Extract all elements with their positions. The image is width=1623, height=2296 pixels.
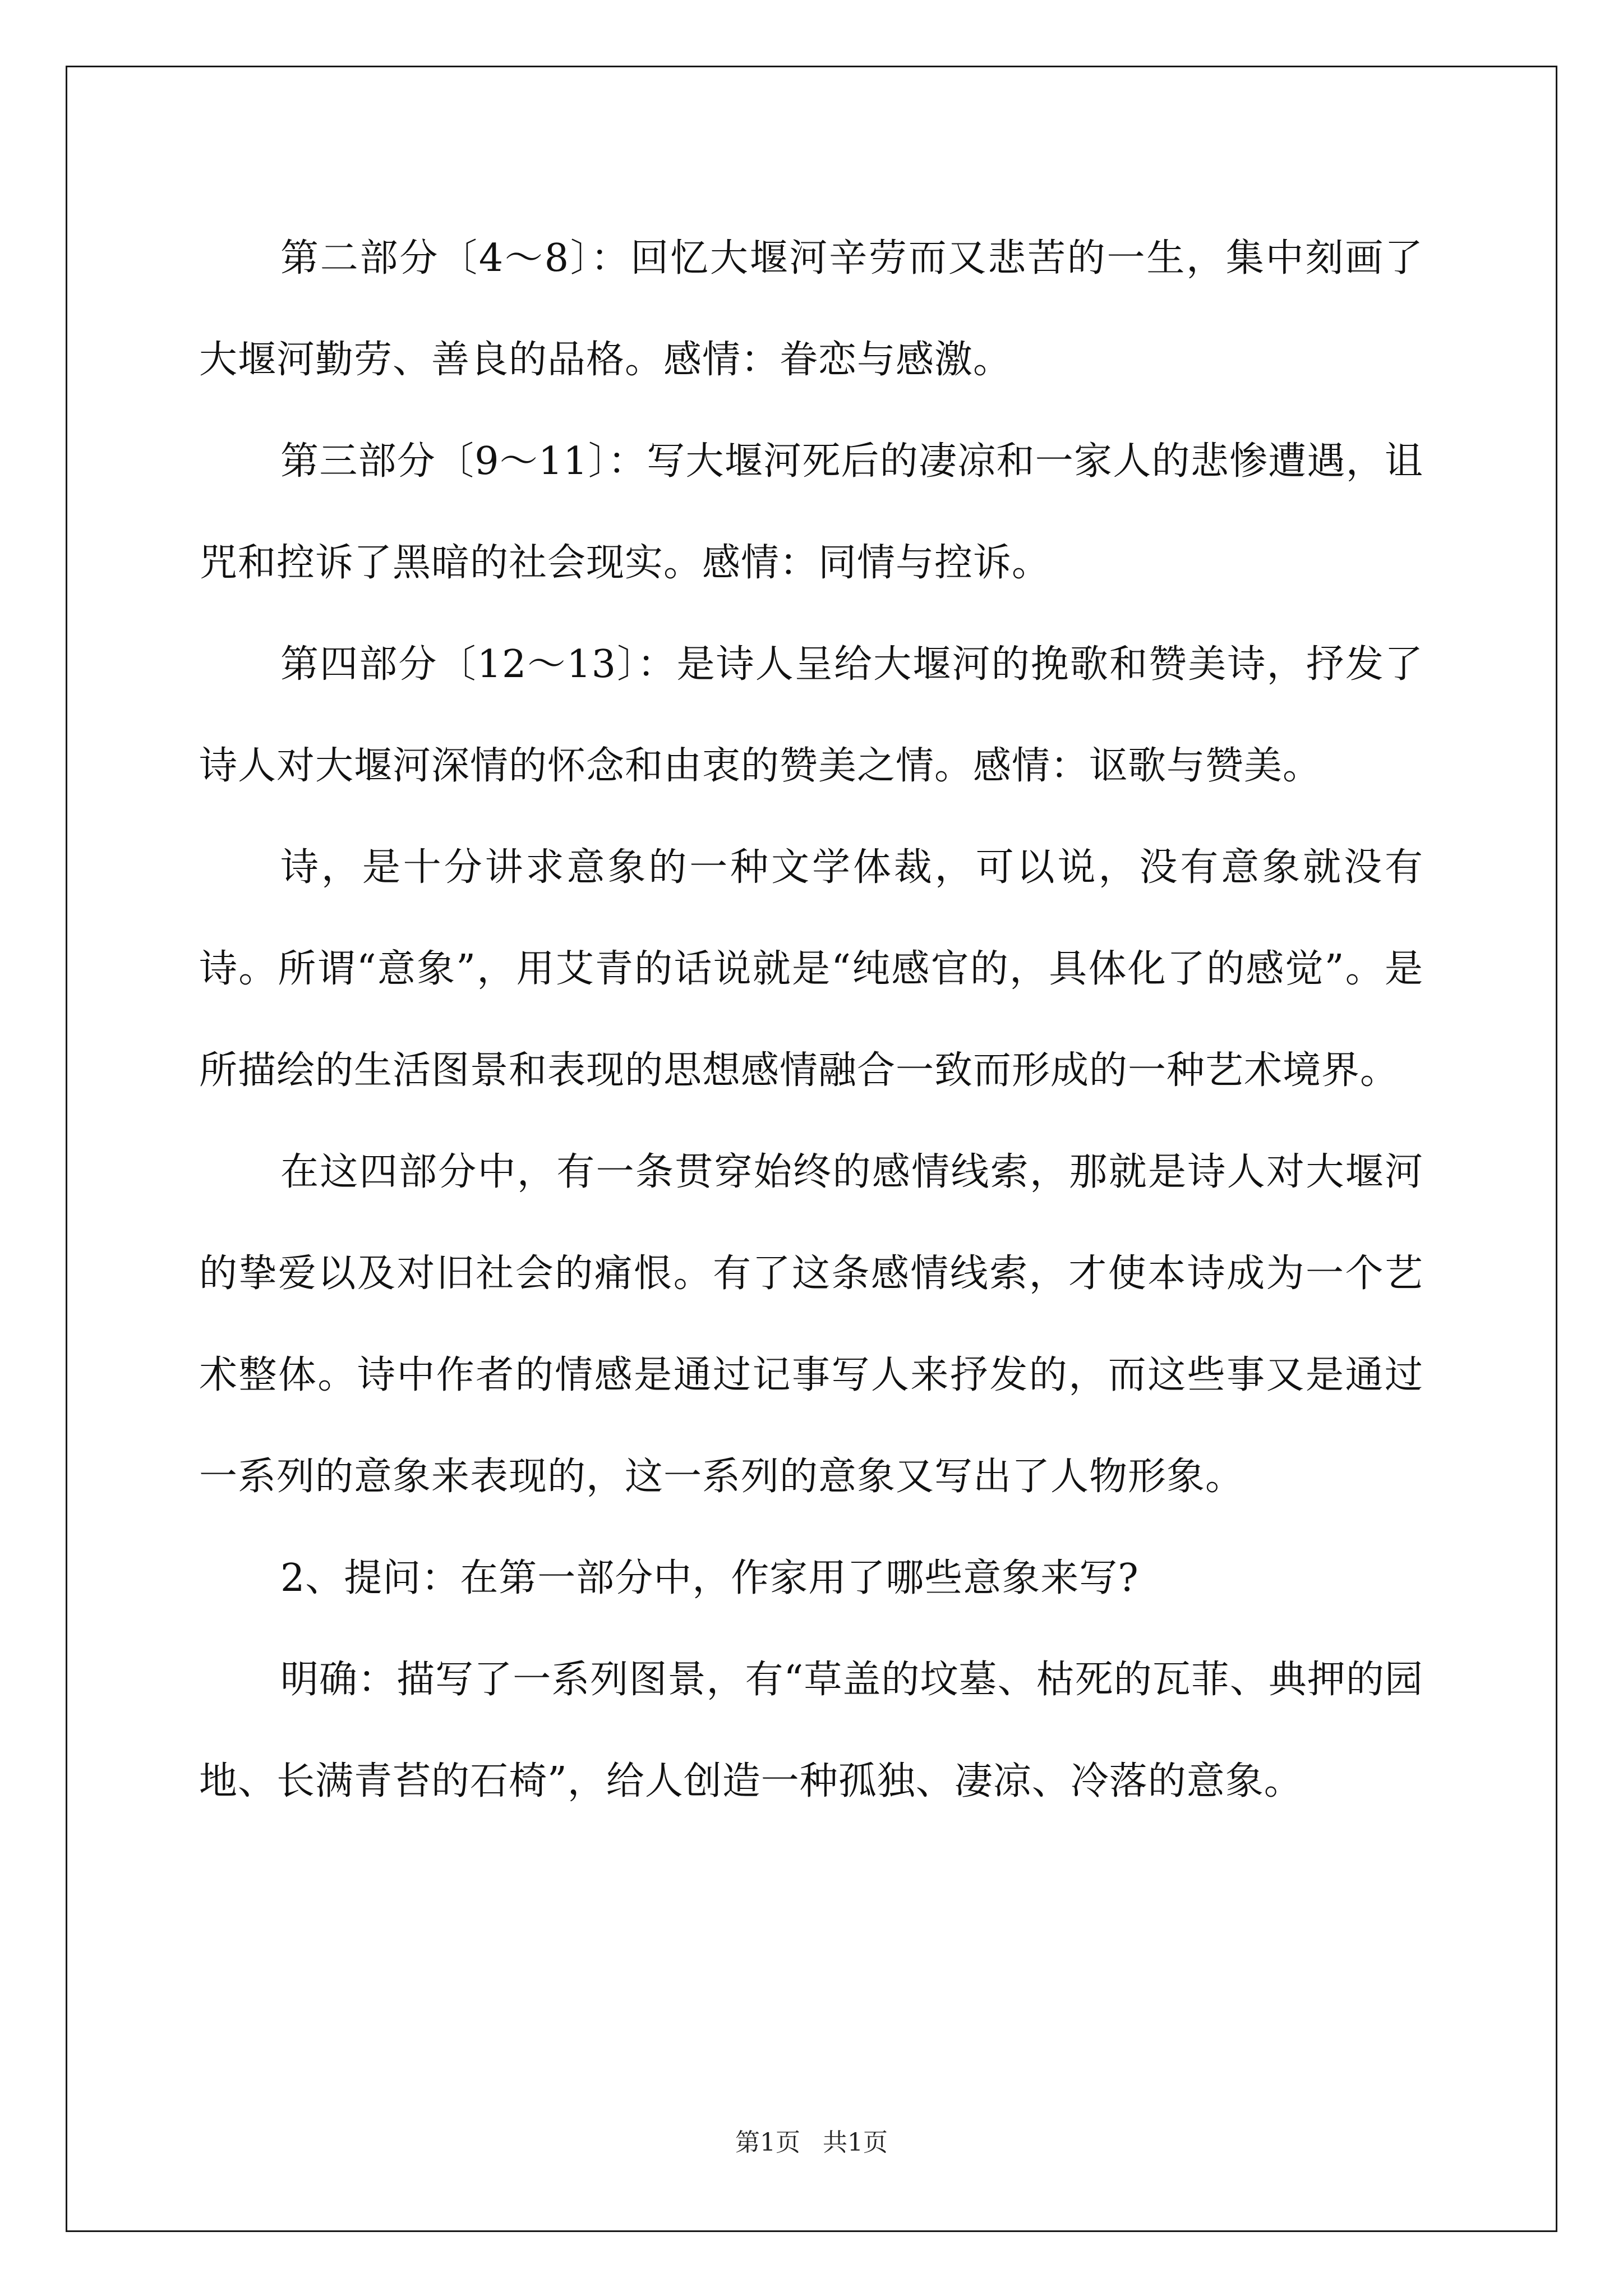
paragraph-emotion-thread: 在这四部分中，有一条贯穿始终的感情线索，那就是诗人对大堰河的挚爱以及对旧社会的痛恨。有了这条感情线索，才使本诗成为一个艺术整体。诗中作者的情感是通过记事写人来抒发的，而这些事又是通过一系列的意象来表现的，这一系列的意象又写出了人物形象。 bbox=[199, 1150, 1423, 1499]
document-body bbox=[199, 208, 1423, 1832]
paragraph-part-two: 第二部分〔4～8〕：回忆大堰河辛劳而又悲苦的一生，集中刻画了大堰河勤劳、善良的品格。感情：眷恋与感激。 bbox=[199, 236, 1423, 382]
paragraph-imagery: 诗，是十分讲求意象的一种文学体裁，可以说，没有意象就没有诗。所谓“意象”，用艾青的话说就是“纯感官的，具体化了的感觉”。是所描绘的生活图景和表现的思想感情融合一致而形成的一种艺术境界。 bbox=[199, 845, 1423, 1093]
paragraph-question: 2、提问：在第一部分中，作家用了哪些意象来写? bbox=[280, 1556, 1139, 1600]
page-footer bbox=[0, 2126, 1623, 2160]
paragraph-answer: 明确：描写了一系列图景，有“草盖的坟墓、枯死的瓦菲、典押的园地、长满青苔的石椅”，给人创造一种孤独、凄凉、冷落的意象。 bbox=[199, 1658, 1423, 1803]
page-total: 共1页 bbox=[823, 2128, 888, 2157]
page-number: 第1页 bbox=[735, 2128, 800, 2157]
paragraph-part-three: 第三部分〔9～11〕：写大堰河死后的凄凉和一家人的悲惨遭遇，诅咒和控诉了黑暗的社会现实。感情：同情与控诉。 bbox=[199, 439, 1423, 585]
paragraph-part-four: 第四部分〔12～13〕：是诗人呈给大堰河的挽歌和赞美诗，抒发了诗人对大堰河深情的怀念和由衷的赞美之情。感情：讴歌与赞美。 bbox=[199, 642, 1423, 788]
